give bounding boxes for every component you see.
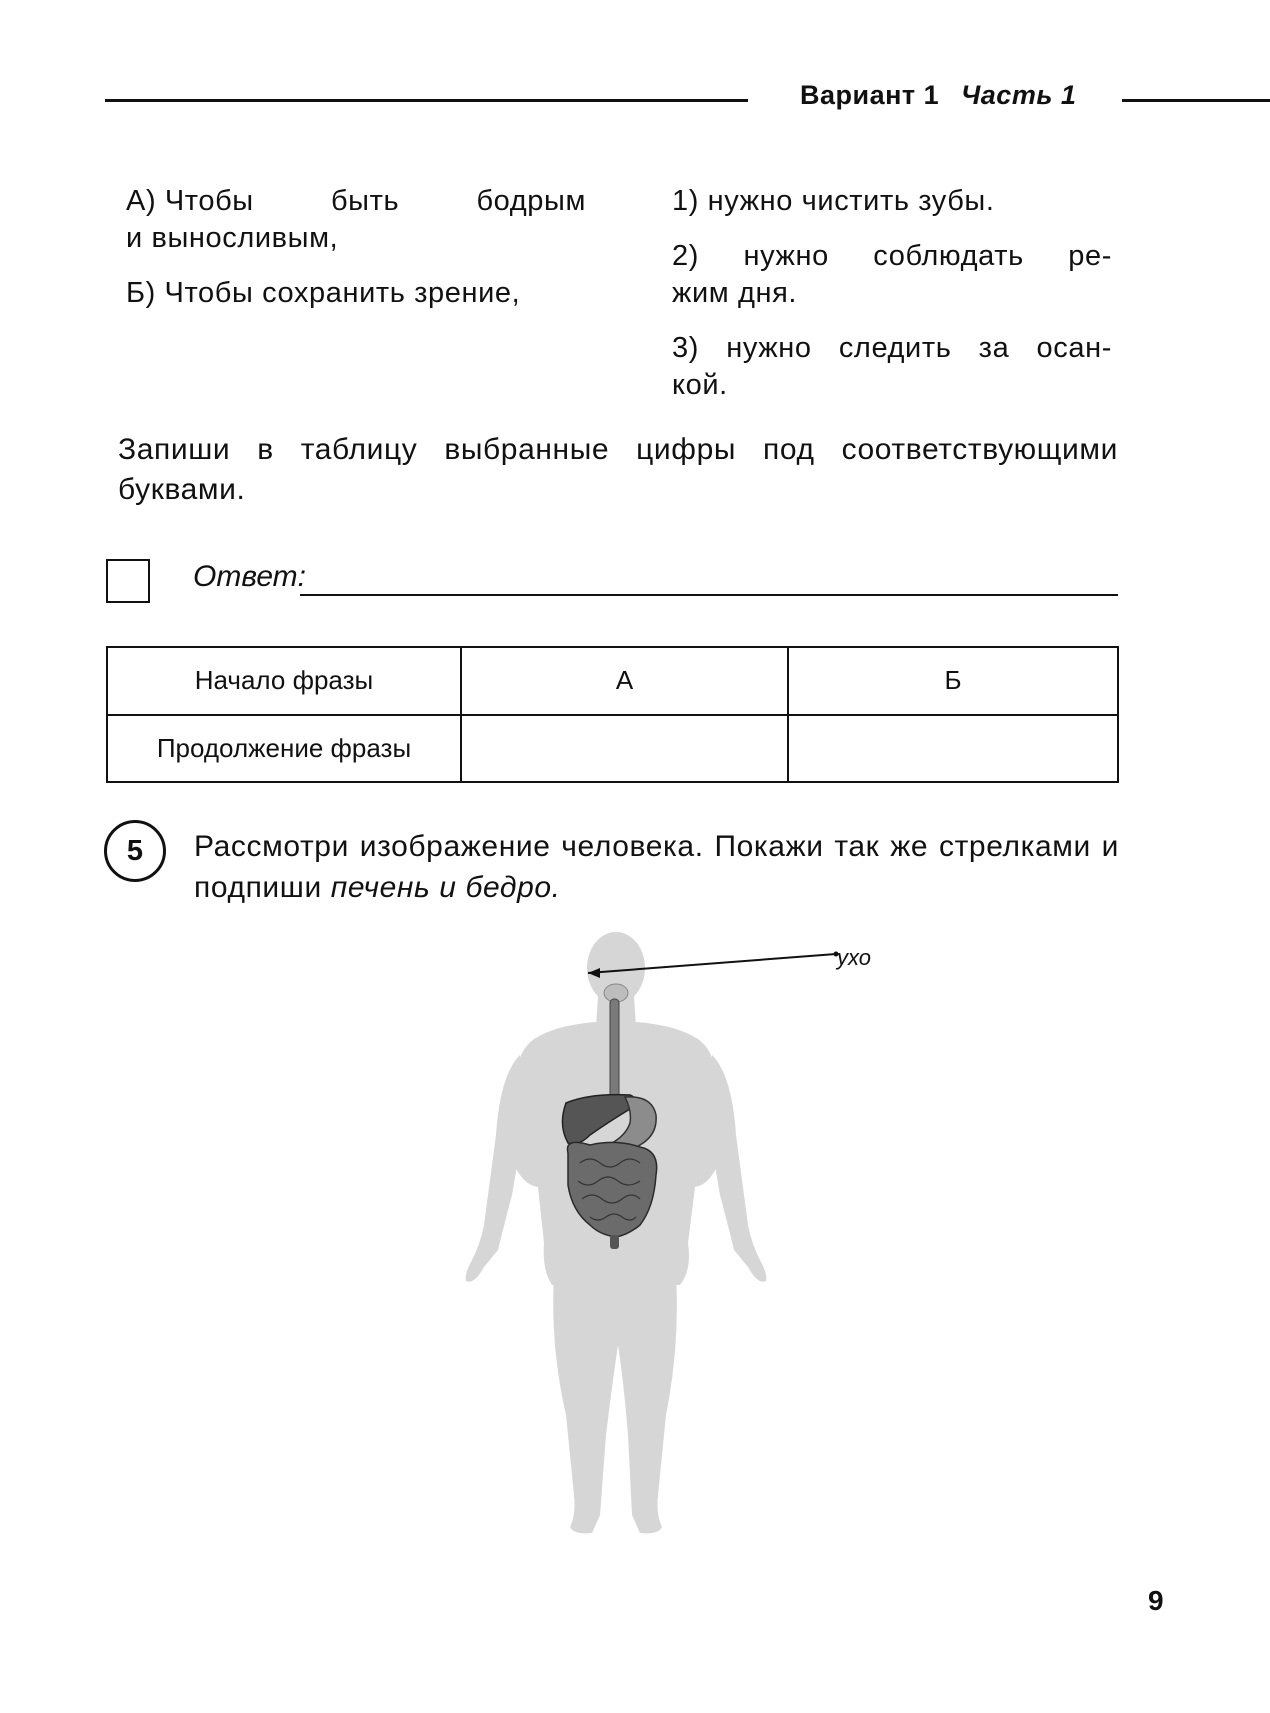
table-row (107, 715, 1118, 783)
part-label: Часть 1 (961, 80, 1077, 110)
table-cell: Б (788, 647, 1118, 715)
header-title (800, 80, 1076, 111)
answer-cell-a[interactable] (461, 715, 788, 783)
table-cell: А (461, 647, 788, 715)
left-item-a-line2: и выносливым, (126, 222, 339, 254)
right-item-2: 2) нужно соблюдать ре- жим дня. (672, 240, 1112, 309)
answer-table (106, 646, 1119, 783)
rectum-organ (610, 1235, 619, 1249)
header-rule-left (105, 99, 748, 102)
human-body-figure (440, 925, 840, 1555)
question-italic: печень и бедро. (330, 871, 561, 904)
left-item-b: Б) Чтобы сохранить зрение, (126, 277, 521, 309)
header-rule-right (1122, 99, 1270, 102)
left-item-a (126, 183, 586, 257)
esophagus-organ (610, 999, 619, 1099)
answer-cell-b[interactable] (788, 715, 1118, 783)
question-text: Рассмотри изображение человека. Покажи так же стрелками и подпиши печень и бедро. (194, 830, 1119, 904)
table-cell: Начало фразы (107, 647, 461, 715)
answer-label: Ответ: (193, 560, 306, 593)
task-instruction: Запиши в таблицу выбранные цифры под соответствующими буквами. (118, 433, 1118, 506)
answer-line[interactable] (300, 594, 1118, 596)
ear-label: ухо (837, 945, 871, 970)
variant-label: Вариант 1 (800, 80, 940, 110)
right-item-1: 1) нужно чистить зубы. (672, 185, 995, 217)
left-item-a-line1: А) Чтобы быть бодрым (126, 185, 586, 217)
question-number: 5 (104, 820, 166, 882)
table-row (107, 647, 1118, 715)
page-number: 9 (1148, 1585, 1164, 1616)
score-checkbox[interactable] (106, 559, 150, 603)
right-item-3: 3) нужно следить за осан- кой. (672, 332, 1112, 401)
table-cell: Продолжение фразы (107, 715, 461, 783)
